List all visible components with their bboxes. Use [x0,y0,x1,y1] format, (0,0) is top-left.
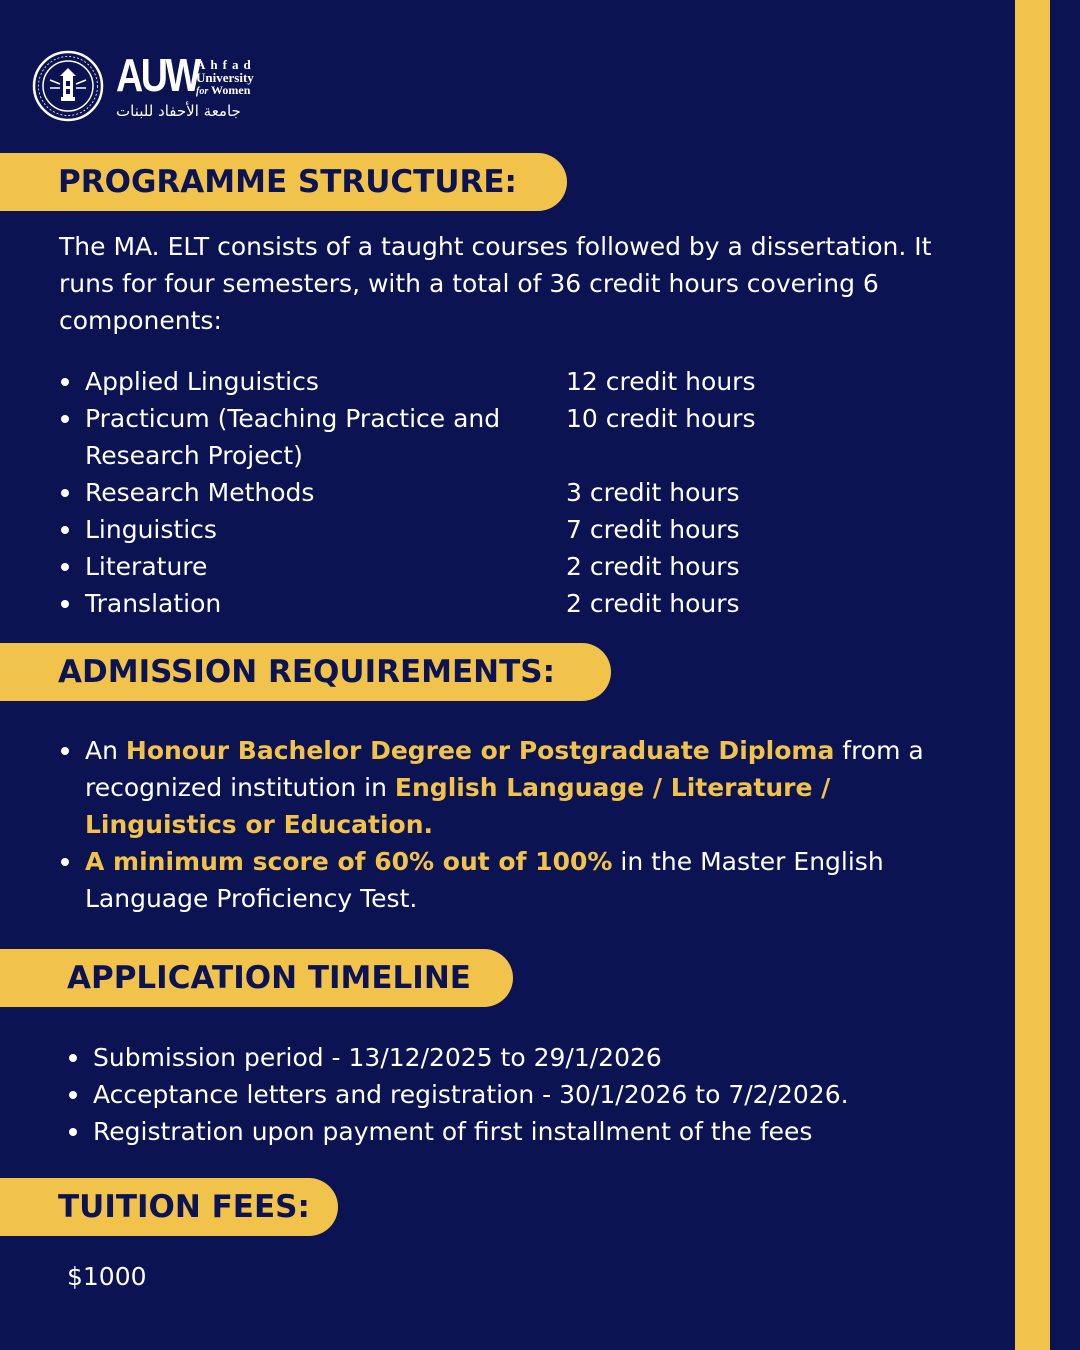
component-hours: 3 credit hours [566,478,740,507]
list-item: Submission period - 13/12/2025 to 29/1/2026 [67,1039,967,1076]
list-item: Registration upon payment of first installment of the fees [67,1113,967,1150]
logo-women: Women [211,83,251,97]
logo-wordmark [196,58,256,98]
component-name: Literature [85,552,208,581]
list-item [59,474,799,511]
list-item [59,511,799,548]
programme-intro: The MA. ELT consists of a taught courses followed by a dissertation. It runs for four semesters, with a total of 36 credit hours covering 6 components: [59,232,932,335]
university-logo [32,48,292,126]
logo-arabic-name: جامعة الأحفاد للبنات [116,102,241,120]
component-hours: 10 credit hours [566,404,756,433]
component-hours: 12 credit hours [566,367,756,396]
admission-highlight: Honour Bachelor Degree or Postgraduate Diploma [125,736,835,765]
admission-text: from a recognized institution in [85,736,924,802]
logo-line-ahfad: Ahfad [196,57,256,72]
admission-highlight: A minimum score of 60% out of 100% [85,847,613,876]
application-timeline-heading: APPLICATION TIMELINE [0,949,513,1007]
component-name: Linguistics [85,515,217,544]
list-item [59,548,799,585]
admission-requirements-heading: ADMISSION REQUIREMENTS: [0,643,611,701]
tuition-fee-amount: $1000 [67,1262,147,1291]
university-seal-icon [32,50,104,122]
programme-structure-heading: PROGRAMME STRUCTURE: [0,153,567,211]
list-item: Acceptance letters and registration - 30/1/2026 to 7/2/2026. [67,1076,967,1113]
admission-highlight: English Language / Literature / Linguistics or Education. [85,773,831,839]
timeline-list [67,1039,967,1150]
component-name: Research Methods [85,478,315,507]
list-item [59,363,799,400]
components-list [59,363,799,622]
list-item [59,732,959,843]
logo-for: for [196,86,209,97]
component-hours: 2 credit hours [566,589,740,618]
list-item [59,400,799,474]
logo-line-women [196,84,256,98]
component-name: Translation [85,589,222,618]
list-item [59,843,959,917]
admission-text: An [85,736,126,765]
logo-abbreviation: AUW [116,49,199,101]
admission-text: in the Master English Language Proficiency Test. [85,847,884,913]
tuition-fees-heading: TUITION FEES: [0,1178,338,1236]
admission-list [59,732,959,917]
list-item [59,585,799,622]
component-hours: 7 credit hours [566,515,740,544]
component-hours: 2 credit hours [566,552,740,581]
component-name: Applied Linguistics [85,367,319,396]
logo-line-university: University [196,70,254,85]
component-name: Practicum (Teaching Practice and Research Project) [85,404,501,470]
accent-stripe [1015,0,1050,1350]
